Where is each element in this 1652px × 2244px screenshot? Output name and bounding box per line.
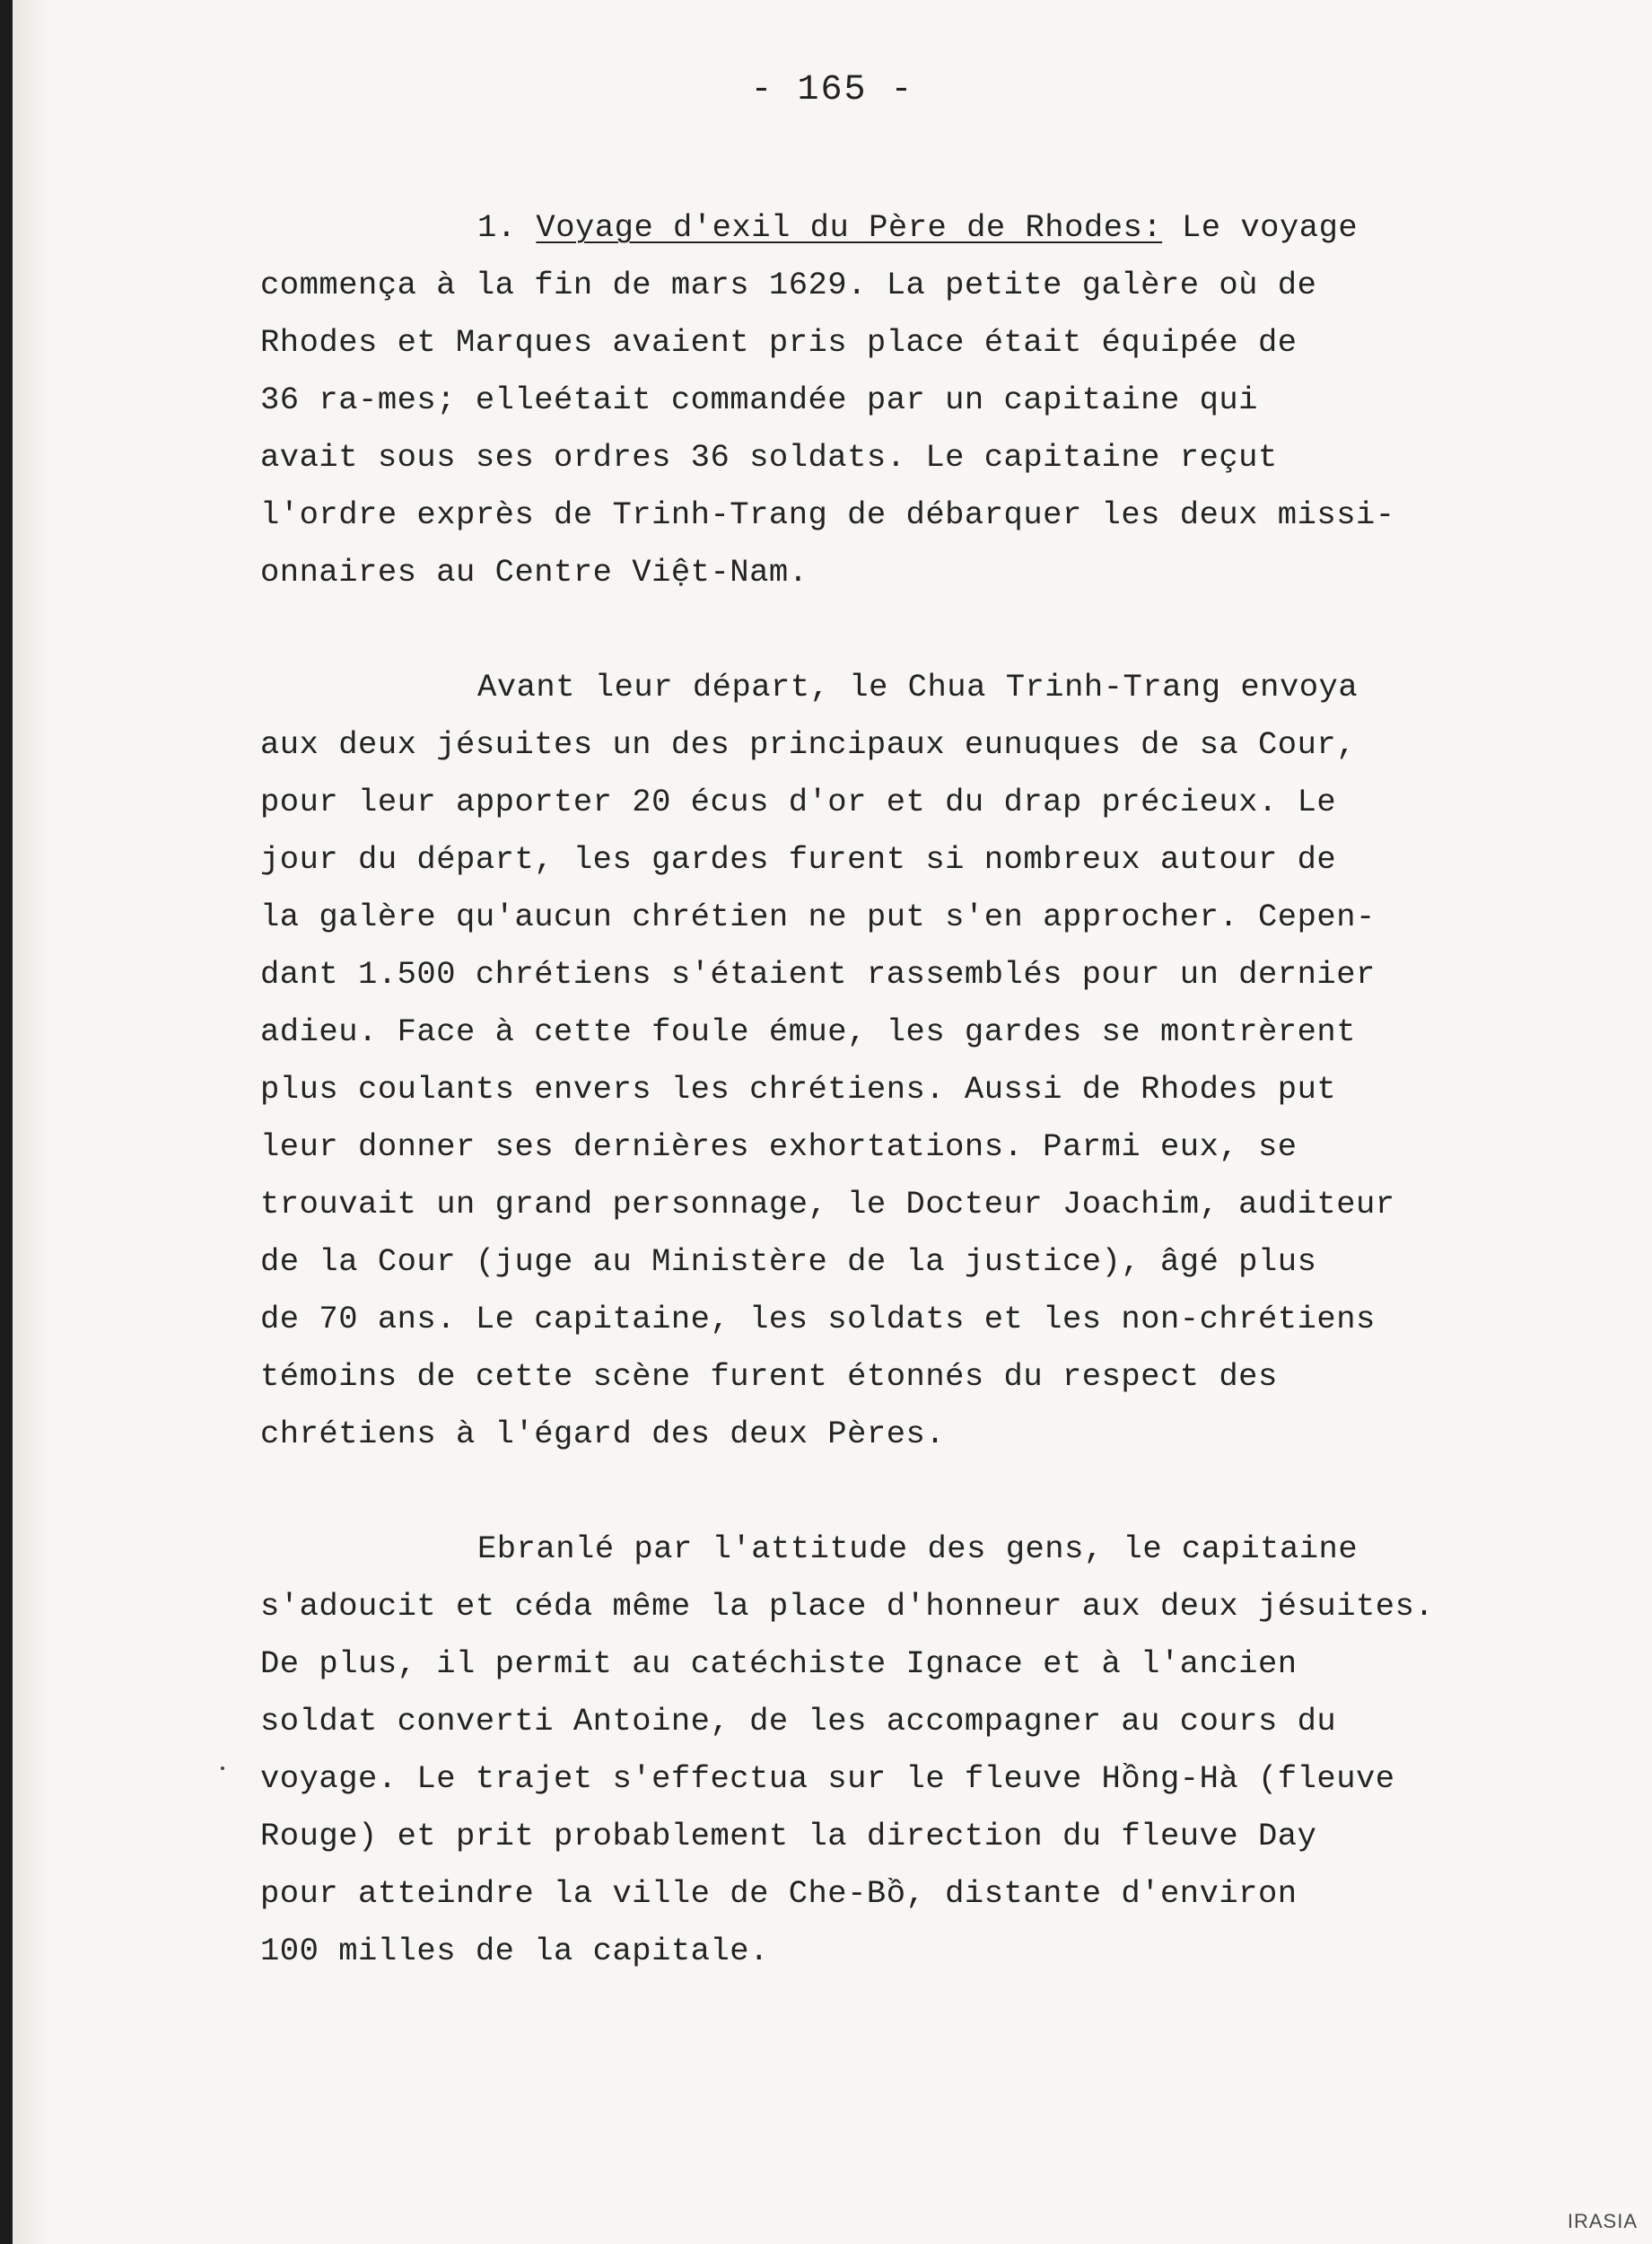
text-line: leur donner ses dernières exhortations. Parmi eux, se bbox=[260, 1128, 1298, 1165]
text-line: dant 1.500 chrétiens s'étaient rassemblés pour un dernier bbox=[260, 956, 1376, 993]
section-heading: Voyage d'exil du Père de Rhodes: bbox=[536, 209, 1163, 246]
text-line: l'ordre exprès de Trinh-Trang de débarquer les deux missi- bbox=[260, 496, 1395, 533]
page-number: - 165 - bbox=[750, 70, 914, 110]
document-body bbox=[260, 199, 1588, 2038]
paragraph bbox=[260, 1521, 1588, 1980]
text-line: 100 milles de la capitale. bbox=[260, 1933, 769, 1969]
text-line: Rhodes et Marques avaient pris place était équipée de bbox=[260, 324, 1298, 361]
text-line: Avant leur départ, le Chua Trinh-Trang envoya bbox=[477, 669, 1359, 706]
text-line: onnaires au Centre Việt-Nam. bbox=[260, 554, 809, 591]
text-line: la galère qu'aucun chrétien ne put s'en approcher. Cepen- bbox=[260, 898, 1376, 935]
text-line: s'adoucit et céda même la place d'honneur aux deux jésuites. bbox=[260, 1588, 1435, 1625]
text-line: voyage. Le trajet s'effectua sur le fleuve Hồng-Hà (fleuve bbox=[260, 1760, 1395, 1797]
text-line: aux deux jésuites un des principaux eunuques de sa Cour, bbox=[260, 726, 1356, 763]
text-line: adieu. Face à cette foule émue, les gardes se montrèrent bbox=[260, 1013, 1356, 1050]
text-line: jour du départ, les gardes furent si nombreux autour de bbox=[260, 841, 1337, 878]
text-line: soldat converti Antoine, de les accompagner au cours du bbox=[260, 1703, 1337, 1740]
text-line: De plus, il permit au catéchiste Ignace et à l'ancien bbox=[260, 1645, 1298, 1682]
text-line: avait sous ses ordres 36 soldats. Le capitaine reçut bbox=[260, 439, 1278, 476]
text-line: trouvait un grand personnage, le Docteur Joachim, auditeur bbox=[260, 1186, 1395, 1223]
watermark: IRASIA bbox=[1567, 2210, 1638, 2232]
text-line: de la Cour (juge au Ministère de la justice), âgé plus bbox=[260, 1243, 1317, 1280]
paragraph bbox=[260, 659, 1588, 1463]
text-line: chrétiens à l'égard des deux Pères. bbox=[260, 1416, 946, 1452]
text-line: Rouge) et prit probablement la direction du fleuve Day bbox=[260, 1818, 1317, 1854]
ink-speck bbox=[221, 1766, 224, 1770]
text-line: commença à la fin de mars 1629. La petite galère où de bbox=[260, 267, 1317, 303]
text-line: pour leur apporter 20 écus d'or et du drap précieux. Le bbox=[260, 784, 1337, 820]
text-line: de 70 ans. Le capitaine, les soldats et les non-chrétiens bbox=[260, 1301, 1376, 1337]
text-line: pour atteindre la ville de Che-Bồ, distante d'environ bbox=[260, 1875, 1298, 1912]
text-line: témoins de cette scène furent étonnés du respect des bbox=[260, 1358, 1278, 1395]
text-line: Ebranlé par l'attitude des gens, le capitaine bbox=[477, 1530, 1359, 1567]
paragraph bbox=[260, 199, 1588, 601]
scan-edge bbox=[0, 0, 13, 2244]
text-line bbox=[260, 199, 1588, 257]
text-line: plus coulants envers les chrétiens. Aussi de Rhodes put bbox=[260, 1071, 1337, 1108]
document-page bbox=[13, 0, 1652, 2244]
line-text: Le voyage bbox=[1162, 209, 1359, 246]
text-line: 36 ra-mes; elleétait commandée par un capitaine qui bbox=[260, 381, 1258, 418]
section-number: 1. bbox=[477, 209, 537, 246]
